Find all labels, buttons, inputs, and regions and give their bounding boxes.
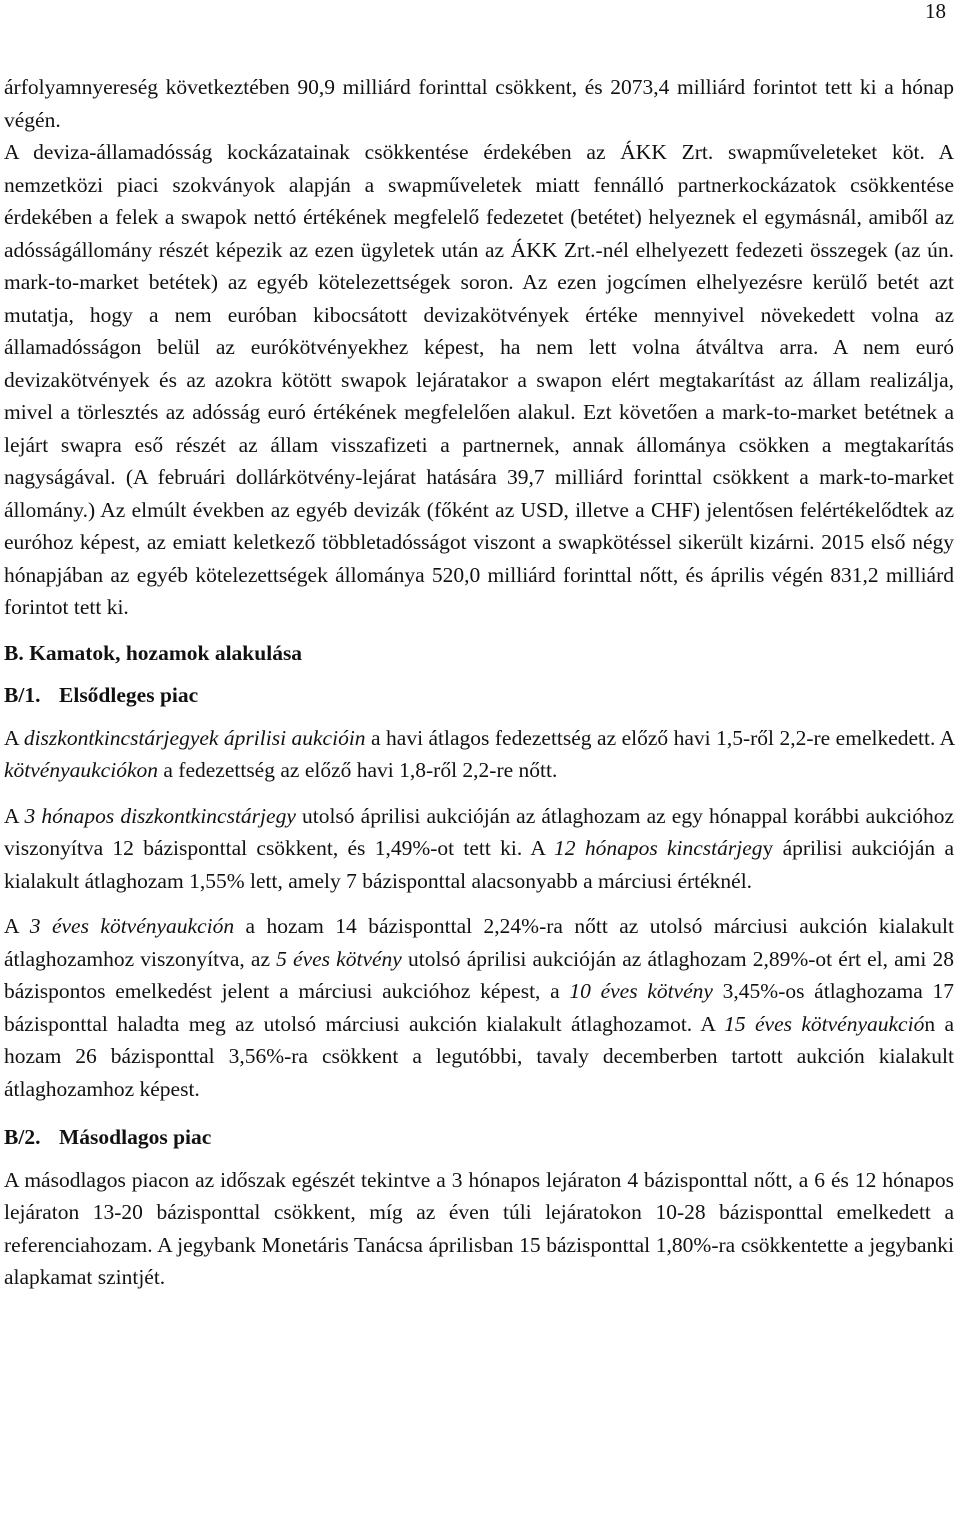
paragraph-secondary-market: A másodlagos piacon az időszak egészét tekintve a 3 hónapos lejáraton 4 bázisponttal nőtt, a 6 és 12 hónapos lejáraton 13-20 bázisponttal csökkent, míg az éven túli lejáratokon 10-28 bázisponttal emelkedett a referenciahozam. A jegybank Monetáris Tanácsa áprilisban 15 bázisponttal 1,80%-ra csökkentette a jegybanki alapkamat szintjét. [4,1167,954,1289]
text-run: a hozam 14 bázisponttal 2,24%-ra nőtt az utolsó márciusi aukción kialakult átlaghozamhoz viszonyítva, az [4,914,954,971]
subsection-number: B/2. [4,1125,41,1149]
italic-term: 5 éves kötvény [276,946,402,971]
text-run: y áprilisi aukcióján a kialakult átlaghozam 1,55% lett, amely 7 bázisponttal alacsonyabb a márciusi értéknél. [4,836,954,893]
text-run: A [4,803,25,828]
page-content [4,71,954,1294]
italic-term: kötvényaukciókon [4,758,158,782]
italic-term: 10 éves kötvény [569,979,713,1003]
italic-term: 3 hónapos diszkontkincstárjegy [24,803,296,828]
text-run: A [4,914,30,938]
italic-term: 12 hónapos kincstárjeg [554,836,763,860]
text-run: utolsó áprilisi aukcióján az átlaghozam az egy hónappal korábbi aukcióhoz viszonyítva 12 bázisponttal csökkent, és 1,49%-ot tett ki. A [4,803,955,860]
italic-term: 3 éves kötvényaukción [29,914,235,938]
paragraph-bond-yields [4,910,954,1105]
section-heading-b: B. Kamatok, hozamok alakulása [4,640,303,665]
paragraph-swap-operations: A deviza-államadósság kockázatainak csökkentése érdekében az ÁKK Zrt. swapműveleteket köt. A nemzetközi piaci szokványok alapján a swapműveletek miatt fennálló partnerkockázatok csökkentése érdekében a felek a swapok nettó értékének megfelelő fedezetet (betétet) helyeznek el egymásnál, amiből az adósságállomány részét képezik az ezen ügyletek után az ÁKK Zrt.-nél elhelyezett fedezeti összegek (az ún. mark-to-market betétek) az egyéb kötelezettségek soron. Az ezen jogcímen elhelyezésre kerülő betét azt mutatja, hogy a nem euróban kibocsátott devizakötvények értéke mennyivel növekedett volna az államadósságon belül az eurókötvényekhez képest, ha nem lett volna átváltva arra. A nem euró devizakötvények és az azokra kötött swapok lejáratakor a swapon elért megtakarítást az állam realizálja, mivel a törlesztés az adósság euró értékének megfelelően alakul. Ezt követően a mark-to-market betétnek a lejárt swapra eső részét az állam visszafizeti a partnernek, annak állománya csökken a megtakarítás nagyságával. (A februári dollárkötvény-lejárat hatására 39,7 milliárd forinttal csökkent a mark-to-market állomány.) Az elmúlt években az egyéb devizák (főként az USD, illetve a CHF) jelentősen felértékelődtek az euróhoz képest, az emiatt keletkező többletadósságot viszont a swapkötéssel sikerült kizárni. 2015 első négy hónapjában az egyéb kötelezettségek állománya 520,0 milliárd forinttal nőtt, és április végén 831,2 milliárd forintot tett ki. [4,140,954,619]
subsection-title: Másodlagos piac [59,1125,212,1149]
text-run: 3,45%-os átlaghozama 17 bázisponttal haladta meg az utolsó márciusi aukción kialakult átlaghozamot. A [4,979,955,1036]
italic-term: 15 éves kötvényaukció [724,1011,925,1036]
paragraph-fx-revaluation: árfolyamnyereség következtében 90,9 milliárd forinttal csökkent, és 2073,4 milliárd forintot tett ki a hónap végén. [4,75,954,132]
text-run: a havi átlagos fedezettség az előző havi 1,5-ről 2,2-re emelkedett. A [365,725,954,750]
page-number: 18 [925,0,946,23]
text-run: utolsó áprilisi aukcióján az átlaghozam 2,89%-ot ért el, ami 28 bázispontos emelkedést jelent a márciusi aukcióhoz képest, a [4,946,955,1003]
subsection-heading-b2 [4,1121,954,1154]
paragraph-tbill-yields [4,800,954,898]
paragraph-primary-coverage [4,722,954,787]
text-run: A [4,725,24,750]
text-run: a fedezettség az előző havi 1,8-ről 2,2-re nőtt. [158,758,558,782]
text-run: n a hozam 26 bázisponttal 3,56%-ra csökkent a legutóbbi, tavaly decemberben tartott aukción kialakult átlaghozamhoz képest. [4,1011,955,1101]
subsection-title: Elsődleges piac [59,683,199,707]
subsection-heading-b1 [4,679,954,712]
italic-term: diszkontkincstárjegyek áprilisi aukcióin [23,725,366,750]
subsection-number: B/1. [4,683,41,707]
